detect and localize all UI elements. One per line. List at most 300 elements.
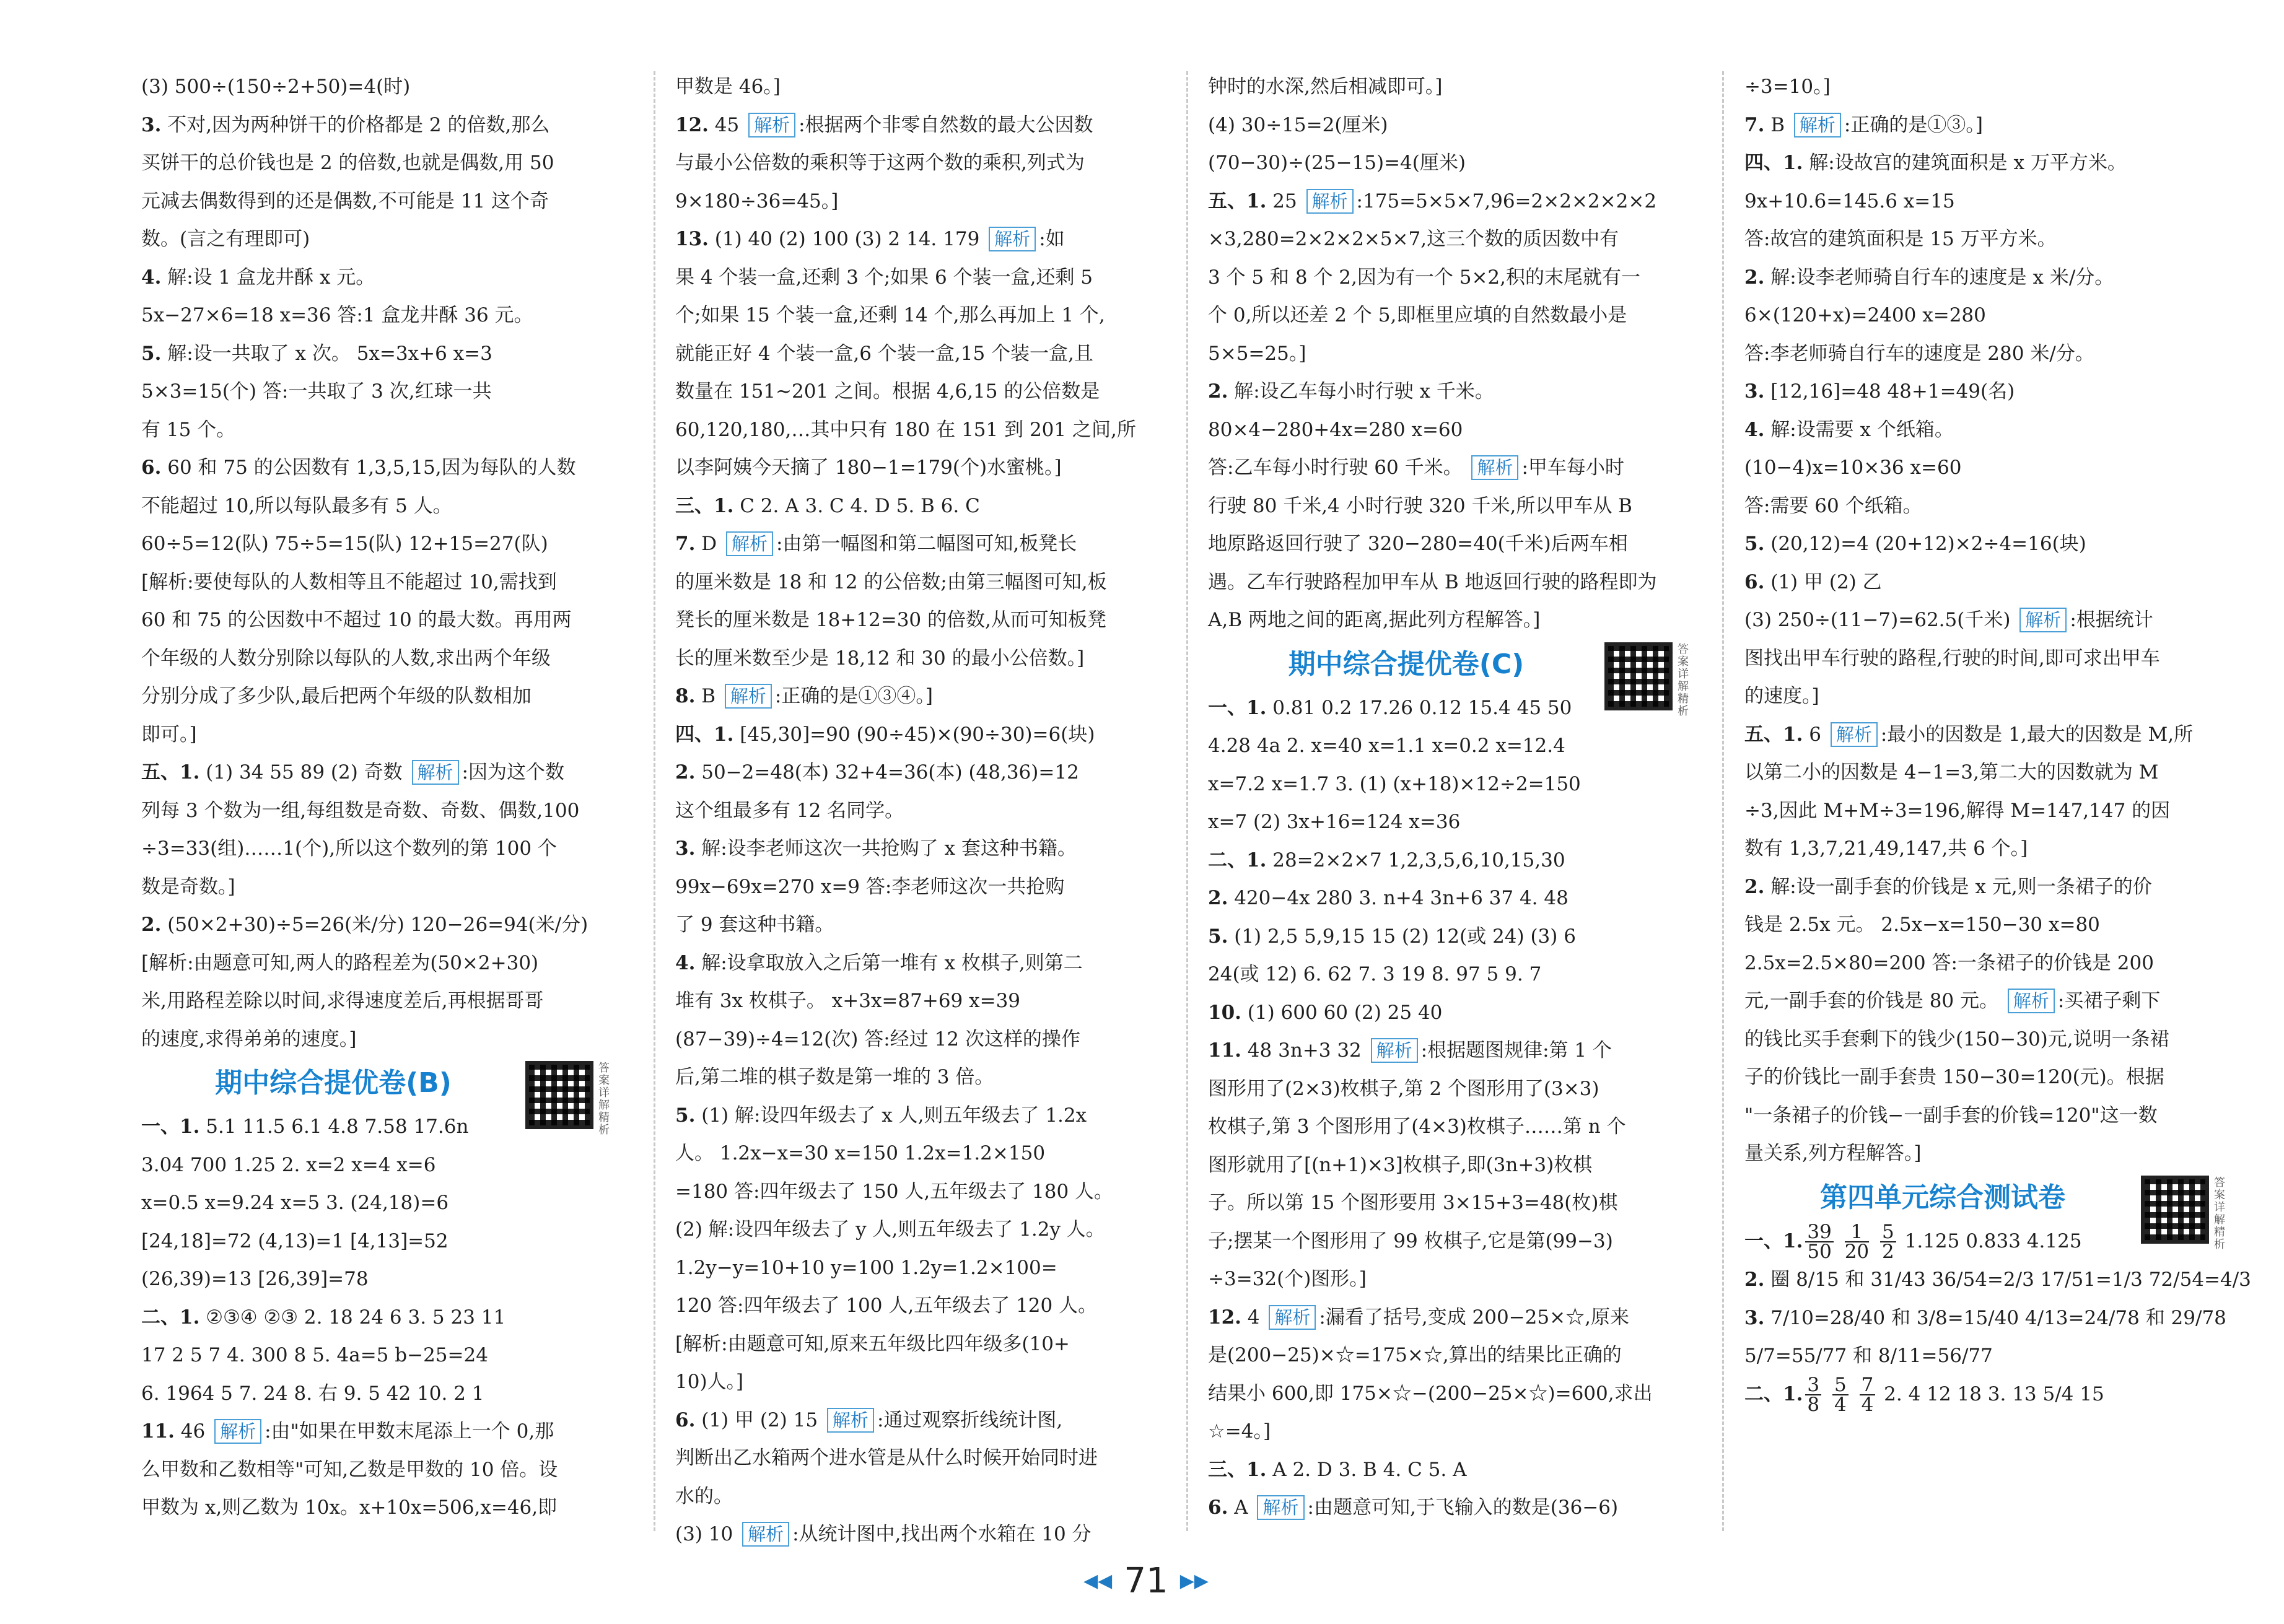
analysis-tag: 解析 [1831,722,1878,747]
answer-text: [解析:由题意可知,原来五年级比四年级多(10+ [675,1332,1070,1355]
answer-text: 45 [708,113,746,136]
answer-text: 甲数是 46。] [675,76,781,98]
question-number: 13. [675,228,709,250]
answer-text: 24(或 12) 6. 62 7. 3 19 8. 97 5 9. 7 [1208,963,1542,985]
answer-line [1744,564,2228,602]
prev-page-icon[interactable]: ◀◀ [1083,1570,1113,1592]
answer-line [1744,716,2228,754]
answer-line [675,1287,1152,1325]
answer-line [1208,880,1691,918]
answer-text: ÷3=33(组)……1(个),所以这个数列的第 100 个 [141,837,557,860]
answer-text: 么甲数和乙数相等"可知,乙数是甲数的 10 倍。设 [141,1458,558,1481]
answer-line [675,107,1152,145]
answer-text: 9×180÷36=45。] [675,190,839,212]
answer-text: 即可。] [141,723,197,746]
answer-text: (1) 600 60 (2) 25 40 [1241,1001,1443,1024]
answer-line [1744,335,2228,373]
analysis-tag: 解析 [1257,1495,1304,1520]
analysis-tag: 解析 [1794,113,1841,138]
question-number: 四、1. [1744,152,1803,174]
question-number: 7. [675,533,696,555]
answer-text: 遇。乙车行驶路程加甲车从 B 地返回行驶的路程即为 [1208,570,1657,593]
answer-line [141,601,612,640]
answer-line [141,220,612,259]
question-number: 2. [1744,875,1765,898]
page-footer [1078,1561,1214,1601]
answer-text: 与最小公倍数的乘积等于这两个数的乘积,列式为 [675,152,1085,174]
answer-line [1208,1299,1691,1337]
question-number: 五、1. [1744,723,1803,746]
answer-line [141,1489,612,1527]
answer-line [675,297,1152,335]
analysis-text: :175=5×5×7,96=2×2×2×2×2 [1356,190,1657,212]
answer-line [1208,1260,1691,1299]
analysis-tag: 解析 [1471,455,1518,480]
answer-text: 答:乙车每小时行驶 60 千米。 [1208,456,1469,479]
analysis-tag: 解析 [726,531,773,556]
answer-text: (26,39)=13 [26,39]=78 [141,1268,369,1290]
answer-text: 99x−69x=270 x=9 答:李老师这次一共抢购 [675,875,1065,898]
answer-line [1208,1337,1691,1375]
analysis-text: :根据两个非零自然数的最大公因数 [799,113,1093,136]
analysis-tag: 解析 [827,1408,874,1433]
question-number: 2. [141,914,162,936]
answer-line [675,754,1152,792]
answer-text: [24,18]=72 (4,13)=1 [4,13]=52 [141,1229,448,1252]
fraction [1832,1376,1849,1414]
answer-line [1208,1451,1691,1490]
question-number: 二、1. [1208,849,1267,871]
qr-code-label: 答案详解精析 [598,1062,610,1137]
question-number: 4. [141,266,162,289]
answer-line [1208,918,1691,956]
fraction-numerator: 39 [1805,1223,1833,1242]
answer-text: 的速度,求得弟弟的速度。] [141,1028,357,1050]
next-page-icon[interactable]: ▶▶ [1179,1570,1209,1592]
answer-line [141,373,612,411]
answer-line [141,868,612,907]
question-number: 11. [1208,1039,1241,1062]
answer-line [675,335,1152,373]
analysis-text: :甲车每小时 [1521,456,1624,479]
question-number: 3. [1744,380,1765,403]
question-number: 6. [141,456,162,479]
question-number: 四、1. [675,723,734,746]
answer-text: 120 答:四年级去了 100 人,五年级去了 120 人。 [675,1294,1098,1317]
column-divider [1186,71,1188,1531]
answer-line [1744,906,2228,945]
question-number: 8. [675,685,696,707]
answer-line [141,107,612,145]
question-number: 2. [1208,380,1228,403]
answer-text: 7/10=28/40 和 3/8=15/40 4/13=24/78 和 29/78 [1764,1306,2226,1329]
answer-line [1744,68,2228,107]
answer-text: 分别分成了多少队,最后把两个年级的队数相加 [141,685,532,707]
answer-line [675,259,1152,297]
answer-line [1744,1021,2228,1059]
answer-line [1744,1376,2228,1415]
answer-text: (1) 2,5 5,9,15 15 (2) 12(或 24) (3) 6 [1228,925,1576,948]
answer-text: 5.1 11.5 6.1 4.8 7.58 17.6n [199,1115,469,1138]
answer-text: 答:李老师骑自行车的速度是 280 米/分。 [1744,342,2094,365]
answer-line [1208,259,1691,297]
answer-text: 解:设一副手套的价钱是 x 元,则一条裙子的价 [1764,875,2152,898]
answer-line [141,68,612,107]
answer-text: [45,30]=90 (90÷45)×(90÷30)=6(块) [733,723,1095,746]
answer-text: ÷3,因此 M+M÷3=196,解得 M=147,147 的因 [1744,799,2171,822]
answer-text: (10−4)x=10×36 x=60 [1744,456,1962,479]
fraction-denominator: 20 [1844,1241,1870,1263]
section-title-text: 期中综合提优卷(B) [215,1067,452,1099]
answer-line [141,945,612,983]
analysis-text: :如 [1039,228,1065,250]
answer-text: 420−4x 280 3. n+4 3n+6 37 4. 48 [1228,887,1569,909]
question-number: 7. [1744,113,1765,136]
answer-line [141,640,612,678]
answer-line [675,1059,1152,1097]
answer-column-3 [1208,68,1691,1531]
answer-line [141,1451,612,1490]
answer-line [141,1184,612,1223]
question-number: 3. [141,113,162,136]
answer-line [141,830,612,868]
answer-text: B [1764,113,1791,136]
answer-line [1208,727,1691,766]
answer-line [675,144,1152,183]
analysis-text: :由题意可知,于飞输入的数是(36−6) [1307,1496,1619,1519]
answer-line [1208,449,1691,487]
answer-text: 不对,因为两种饼干的价格都是 2 的倍数,那么 [161,113,550,136]
answer-text: 6. 1964 5 7. 24 8. 右 9. 5 42 10. 2 1 [141,1382,484,1405]
answer-line [1744,373,2228,411]
answer-text: [解析:要使每队的人数相等且不能超过 10,需找到 [141,570,557,593]
question-number: 11. [141,1420,175,1443]
answer-line [675,830,1152,868]
question-number: 三、1. [1208,1458,1267,1481]
answer-text: 个年级的人数分别除以每队的人数,求出两个年级 [141,647,551,670]
question-number: 3. [1744,1306,1765,1329]
answer-line [1744,411,2228,450]
answer-line [675,1325,1152,1364]
answer-line [1208,525,1691,564]
answer-text: 1.125 0.833 4.125 [1904,1229,2082,1252]
answer-text: 答:需要 60 个纸箱。 [1744,494,1922,517]
answer-text: 米,用路程差除以时间,求得速度差后,再根据哥哥 [141,990,544,1012]
answer-text: 图找出甲车行驶的路程,行驶的时间,即可求出甲车 [1744,647,2160,670]
answer-text: 2.5x=2.5×80=200 答:一条裙子的价钱是 200 [1744,951,2154,974]
answer-text: 60÷5=12(队) 75÷5=15(队) 12+15=27(队) [141,533,548,555]
answer-line [675,1173,1152,1211]
answer-line [1744,1299,2228,1338]
analysis-tag: 解析 [748,113,795,138]
answer-text: ②③④ ②③ 2. 18 24 6 3. 5 23 11 [199,1306,506,1329]
answer-line [675,640,1152,678]
page-number: 71 [1124,1561,1168,1601]
answer-text: (3) 10 [675,1523,740,1545]
answer-text: [12,16]=48 48+1=49(名) [1764,380,2015,403]
fraction [1860,1376,1876,1414]
analysis-tag: 解析 [412,760,459,785]
analysis-text: :根据题图规律:第 1 个 [1420,1039,1612,1062]
answer-line [1208,766,1691,804]
answer-text: ☆=4。] [1208,1420,1271,1443]
fraction [1845,1223,1869,1261]
answer-line [1744,754,2228,792]
qr-code-label: 答案详解精析 [2214,1176,2225,1251]
answer-text: 堆有 3x 枚棋子。 x+3x=87+69 x=39 [675,990,1021,1012]
answer-line [1208,1375,1691,1413]
question-number: 5. [1744,533,1765,555]
answer-text: 6×(120+x)=2400 x=280 [1744,304,1986,326]
answer-line [141,982,612,1021]
answer-text: (50×2+30)÷5=26(米/分) 120−26=94(米/分) [161,914,589,936]
answer-line [141,1260,612,1299]
answer-text: 4.28 4a 2. x=40 x=1.1 x=0.2 x=12.4 [1208,735,1565,757]
answer-line [1208,1489,1691,1527]
answer-text: 4 [1241,1306,1266,1329]
answer-line [141,906,612,945]
fraction-numerator: 1 [1845,1223,1869,1242]
answer-text: 圈 8/15 和 31/43 36/54=2/3 17/51=1/3 72/54=4/3 [1764,1268,2251,1291]
answer-text: 买饼干的总价钱也是 2 的倍数,也就是偶数,用 50 [141,152,554,174]
answer-line [675,1135,1152,1173]
answer-text: (1) 40 (2) 100 (3) 2 14. 179 [708,228,986,250]
answer-text: 2. 4 12 18 3. 13 5/4 15 [1884,1382,2104,1405]
answer-line [1744,601,2228,640]
answer-text: 行驶 80 千米,4 小时行驶 320 千米,所以甲车从 B [1208,494,1632,517]
question-number: 2. [1744,266,1765,289]
answer-text: 6 [1803,723,1827,746]
answer-line [141,1146,612,1185]
question-number: 2. [675,761,696,784]
answer-line [141,297,612,335]
answer-line [1208,564,1691,602]
answer-text: x=0.5 x=9.24 x=5 3. (24,18)=6 [141,1192,449,1214]
question-number: 二、1. [1744,1382,1803,1405]
answer-text: 解:设李老师骑自行车的速度是 x 米/分。 [1764,266,2114,289]
answer-line [675,1363,1152,1402]
answer-line [1744,220,2228,259]
answer-line [675,716,1152,754]
answer-line [675,601,1152,640]
answer-line [1208,1146,1691,1185]
fraction-numerator: 5 [1880,1223,1896,1242]
answer-line [675,1439,1152,1478]
answer-text: 个 0,所以还差 2 个 5,即框里应填的自然数最小是 [1208,304,1627,326]
analysis-text: :由第一幅图和第二幅图可知,板凳长 [776,533,1077,555]
answer-text: (2) 解:设四年级去了 y 人,则五年级去了 1.2y 人。 [675,1218,1105,1241]
answer-text: 50−2=48(本) 32+4=36(本) (48,36)=12 [695,761,1079,784]
answer-text: =180 答:四年级去了 150 人,五年级去了 180 人。 [675,1180,1114,1203]
fraction-numerator: 3 [1805,1376,1821,1395]
answer-line [1208,335,1691,373]
answer-line [1744,640,2228,678]
fraction-numerator: 5 [1832,1376,1849,1395]
answer-line [1744,868,2228,907]
answer-column-1 [141,68,612,1531]
analysis-text: :最小的因数是 1,最大的因数是 M,所 [1880,723,2194,746]
answer-line [1208,220,1691,259]
answer-text: 个;如果 15 个装一盒,还剩 14 个,那么再加上 1 个, [675,304,1105,326]
answer-text: 了 9 套这种书籍。 [675,914,834,936]
fraction [1880,1223,1896,1261]
answer-text: 10)人。] [675,1371,744,1393]
answer-text: 数量在 151~201 之间。根据 4,6,15 的公倍数是 [675,380,1100,403]
answer-line [1208,956,1691,994]
analysis-tag: 解析 [989,227,1036,251]
answer-line [675,68,1152,107]
answer-line [1744,1135,2228,1173]
answer-text: x=7 (2) 3x+16=124 x=36 [1208,811,1461,833]
answer-text: 元,一副手套的价钱是 80 元。 [1744,990,2005,1012]
answer-text: 1.2y−y=10+10 y=100 1.2y=1.2×100= [675,1256,1057,1279]
answer-text: 不能超过 10,所以每队最多有 5 人。 [141,494,452,517]
analysis-tag: 解析 [2019,608,2067,632]
analysis-text: :买裙子剩下 [2057,990,2161,1012]
answer-line [141,1413,612,1451]
fraction-denominator: 4 [1861,1394,1874,1416]
answer-line [1208,803,1691,842]
answer-line [141,144,612,183]
answer-text: 列每 3 个数为一组,每组数是奇数、奇数、偶数,100 [141,799,580,822]
answer-text: 地原路返回行驶了 320−280=40(千米)后两车相 [1208,533,1628,555]
analysis-tag: 解析 [1269,1305,1316,1330]
answer-line [1208,144,1691,183]
answer-line [675,868,1152,907]
answer-line [675,373,1152,411]
answer-line [1208,297,1691,335]
answer-line [1744,449,2228,487]
answer-text: 25 [1266,190,1303,212]
analysis-tag: 解析 [1371,1038,1418,1063]
answer-line [675,945,1152,983]
question-number: 6. [1744,570,1765,593]
answer-line [675,1021,1152,1059]
answer-text: C 2. A 3. C 4. D 5. B 6. C [733,494,980,517]
answer-line [141,449,612,487]
analysis-text: :因为这个数 [462,761,564,784]
answer-line [141,259,612,297]
answer-text: 解:设乙车每小时行驶 x 千米。 [1228,380,1494,403]
question-number: 4. [1744,418,1765,441]
answer-text: 解:设故宫的建筑面积是 x 万平方米。 [1803,152,2127,174]
answer-text: 数。(言之有理即可) [141,228,310,250]
answer-text: 判断出乙水箱两个进水管是从什么时候开始同时进 [675,1447,1098,1469]
answer-text: 9x+10.6=145.6 x=15 [1744,190,1955,212]
analysis-text: :正确的是①③④。] [774,685,933,707]
analysis-tag: 解析 [725,684,772,709]
answer-text: 0.81 0.2 17.26 0.12 15.4 45 50 [1266,696,1572,719]
answer-text: 解:设李老师这次一共抢购了 x 套这种书籍。 [695,837,1077,860]
answer-text: "一条裙子的价钱−一副手套的价钱=120"这一数 [1744,1104,2158,1127]
answer-text: 以第二小的因数是 4−1=3,第二大的因数就为 M [1744,761,2159,784]
section-title-text: 第四单元综合测试卷 [1820,1181,2065,1213]
question-number: 2. [1208,887,1228,909]
answer-line [1744,1059,2228,1097]
answer-text: 的速度。] [1744,685,1819,707]
answer-line [675,1211,1152,1249]
answer-text: 数有 1,3,7,21,49,147,共 6 个。] [1744,837,2028,860]
answer-line [675,487,1152,526]
answer-line [141,1375,612,1413]
answer-line [675,449,1152,487]
answer-text: 子;摆某一个图形用了 99 枚棋子,它是第(99−3) [1208,1229,1613,1252]
question-number: 一、1. [1744,1229,1803,1252]
answer-line [1208,68,1691,107]
answer-line [1208,1108,1691,1146]
fraction-denominator: 8 [1807,1394,1820,1416]
answer-line [675,906,1152,945]
answer-text: 图形用了(2×3)枚棋子,第 2 个图形用了(3×3) [1208,1077,1599,1100]
question-number: 4. [675,951,696,974]
question-number: 12. [675,113,709,136]
answer-line [1744,259,2228,297]
answer-text: 3 个 5 和 8 个 2,因为有一个 5×2,积的末尾就有一 [1208,266,1640,289]
qr-code-label: 答案详解精析 [1678,642,1689,718]
question-number: 12. [1208,1306,1241,1329]
answer-line [141,1223,612,1261]
answer-line [1208,487,1691,526]
fraction [1805,1223,1833,1261]
answer-line [1744,678,2228,716]
section-title-text: 期中综合提优卷(C) [1288,648,1525,680]
answer-text: 的钱比买手套剩下的钱少(150−30)元,说明一条裙 [1744,1028,2169,1050]
answer-text: 人。 1.2x−x=30 x=150 1.2x=1.2×150 [675,1142,1046,1164]
answer-line [1208,411,1691,450]
answer-text: 凳长的厘米数是 18+12=30 的倍数,从而可知板凳 [675,609,1106,631]
answer-line [675,1097,1152,1135]
answer-text: A 2. D 3. B 4. C 5. A [1266,1458,1467,1481]
answer-line [1744,487,2228,526]
fraction-denominator: 2 [1882,1241,1894,1263]
analysis-text: :通过观察折线统计图, [877,1408,1063,1431]
question-number: 6. [1208,1496,1228,1519]
answer-line [1208,1184,1691,1223]
answer-line [1208,994,1691,1032]
column-divider [654,71,655,1531]
answer-line [675,792,1152,831]
answer-line [141,487,612,526]
question-number: 2. [1744,1268,1765,1291]
answer-column-2 [675,68,1152,1545]
answer-text: ×3,280=2×2×2×5×7,这三个数的质因数中有 [1208,228,1619,250]
answer-line [1208,1223,1691,1261]
analysis-tag: 解析 [742,1522,789,1547]
fraction [1805,1376,1821,1414]
answer-line [1744,144,2228,183]
answer-text: 后,第二堆的棋子数是第一堆的 3 倍。 [675,1066,994,1088]
question-number: 3. [675,837,696,860]
answer-text: 5x−27×6=18 x=36 答:1 盒龙井酥 36 元。 [141,304,533,326]
answer-text: 解:设需要 x 个纸箱。 [1764,418,1954,441]
answer-text: 量关系,列方程解答。] [1744,1142,1922,1164]
answer-text: 子的价钱比一副手套贵 150−30=120(元)。根据 [1744,1066,2164,1088]
answer-line [675,1402,1152,1440]
answer-text: 5×3=15(个) 答:一共取了 3 次,红球一共 [141,380,492,403]
question-number: 一、1. [141,1115,200,1138]
answer-line [1744,1097,2228,1135]
answer-text: 5/7=55/77 和 8/11=56/77 [1744,1345,1993,1367]
answer-line [1744,107,2228,145]
answer-line [1208,1413,1691,1451]
answer-line [141,716,612,754]
fraction-denominator: 50 [1807,1241,1832,1263]
answer-line [1744,1261,2251,1299]
analysis-text: :漏看了括号,变成 200−25×☆,原来 [1319,1306,1629,1329]
question-number: 5. [141,342,162,365]
answer-text: 48 3n+3 32 [1241,1039,1368,1062]
answer-line [675,982,1152,1021]
